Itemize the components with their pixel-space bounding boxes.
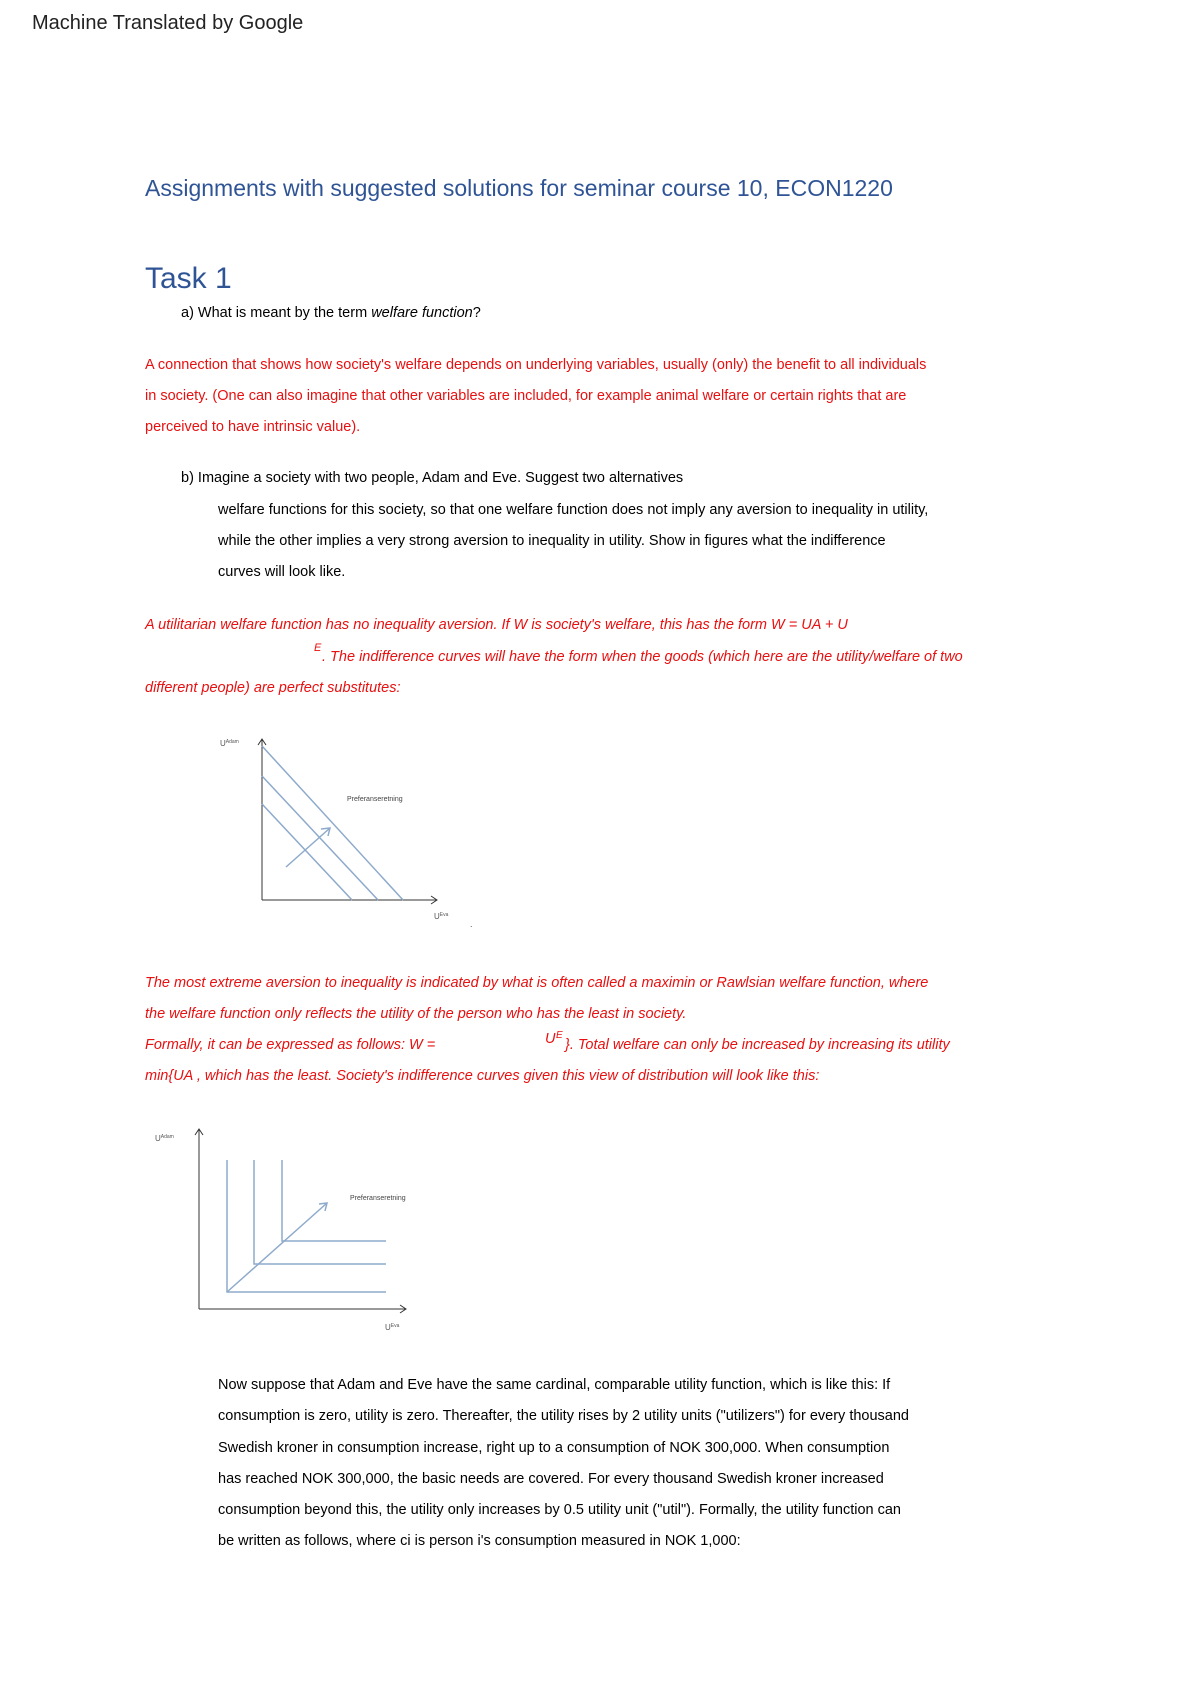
paragraph-line-2: consumption is zero, utility is zero. Thereafter, the utility rises by 2 utility units ("utilizers") for every thousand: [218, 1408, 910, 1424]
answer-b2-formula-u: U: [545, 1031, 556, 1047]
answer-b2-line-3-cont: }. Total welfare can only be increased by increasing its utility: [565, 1037, 950, 1053]
answer-a-line-3: perceived to have intrinsic value).: [145, 419, 361, 435]
answer-b1-line-3: different people) are perfect substitutes:: [145, 680, 401, 696]
question-b-line-3: while the other implies a very strong aversion to inequality in utility. Show in figures what the indifference: [218, 533, 886, 549]
answer-a-line-2: in society. (One can also imagine that other variables are included, for example animal welfare or certain rights that are: [145, 388, 907, 404]
question-b-line-4: curves will look like.: [218, 564, 346, 580]
fig2-x-axis-label: $U^{Eva}$: [385, 1323, 400, 1332]
fig2-indifference-curve-2: [254, 1160, 386, 1264]
answer-b2-line-3: Formally, it can be expressed as follows: W =: [145, 1037, 436, 1053]
answer-b2-line-4: min{UA , which has the least. Society's indifference curves given this view of distribution will look like this:: [145, 1068, 820, 1084]
answer-b1-subscript: E: [314, 642, 322, 654]
fig1-x-axis-label: $U^{Eva}$: [434, 912, 449, 921]
paragraph-line-1: Now suppose that Adam and Eve have the same cardinal, comparable utility function, which is like this: If: [218, 1377, 891, 1393]
fig1-stray-dot: .: [470, 919, 473, 929]
figure-rawlsian-indifference: [145, 1120, 445, 1340]
figure-utilitarian-indifference: [200, 725, 500, 935]
answer-b1-line-2: . The indifference curves will have the form when the goods (which here are the utility/welfare of two: [322, 649, 963, 665]
answer-a-line-1: A connection that shows how society's welfare depends on underlying variables, usually (only) the benefit to all individuals: [145, 357, 927, 373]
paragraph-line-4: has reached NOK 300,000, the basic needs are covered. For every thousand Swedish kroner increased: [218, 1471, 884, 1487]
fig1-indifference-curve-1: [262, 804, 352, 900]
fig2-preference-arrow: [227, 1203, 327, 1292]
task-heading: Task 1: [145, 262, 232, 295]
fig1-preference-arrow: [286, 828, 330, 867]
machine-translated-banner: Machine Translated by Google: [32, 12, 304, 34]
answer-b2-formula-sub: E: [556, 1030, 563, 1041]
answer-b2-line-1: The most extreme aversion to inequality is indicated by what is often called a maximin or Rawlsian welfare function, where: [145, 975, 929, 991]
fig1-y-axis-label: $U^{Adam}$: [220, 739, 239, 748]
paragraph-line-5: consumption beyond this, the utility only increases by 0.5 utility unit ("util"). Formally, the utility function can: [218, 1502, 901, 1518]
fig1-preference-label: Preferanseretning: [347, 796, 403, 803]
fig1-indifference-curve-2: [262, 776, 378, 900]
fig2-preference-label: Preferanseretning: [350, 1195, 406, 1202]
paragraph-line-6: be written as follows, where ci is person i's consumption measured in NOK 1,000:: [218, 1533, 741, 1549]
question-a: a) What is meant by the term welfare function?: [181, 305, 481, 321]
paragraph-line-3: Swedish kroner in consumption increase, right up to a consumption of NOK 300,000. When consumption: [218, 1440, 890, 1456]
answer-b2-line-2: the welfare function only reflects the utility of the person who has the least in society.: [145, 1006, 687, 1022]
document-title: Assignments with suggested solutions for seminar course 10, ECON1220: [145, 175, 893, 201]
question-b-line-1: b) Imagine a society with two people, Adam and Eve. Suggest two alternatives: [181, 470, 684, 486]
question-b-line-2: welfare functions for this society, so that one welfare function does not imply any aversion to inequality in utility,: [218, 502, 929, 518]
answer-b1-line-1: A utilitarian welfare function has no inequality aversion. If W is society's welfare, this has the form W = UA + U: [145, 617, 848, 633]
fig2-y-axis-label: $U^{Adam}$: [155, 1134, 174, 1143]
fig1-indifference-curve-3: [262, 746, 403, 900]
fig2-indifference-curve-1: [227, 1160, 386, 1292]
